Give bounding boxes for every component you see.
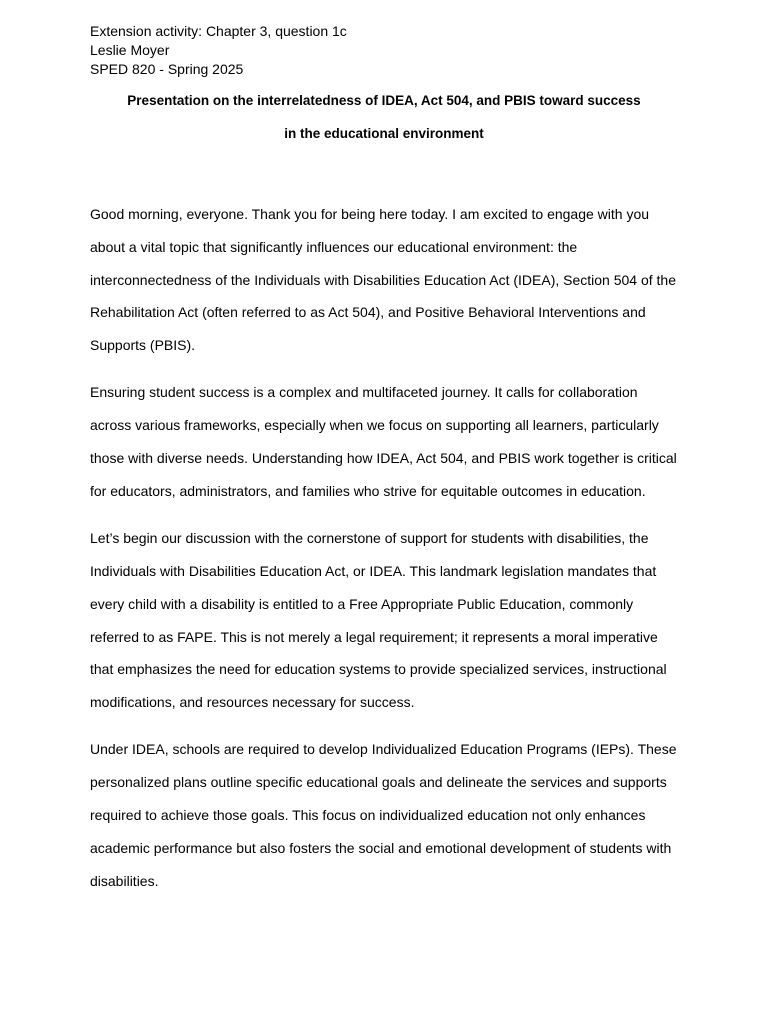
paragraph-4: Under IDEA, schools are required to develop Individualized Education Programs (IEPs). These personalized plans outline specific educational goals and delineate the services and supports required to achieve those goals. This focus on individualized education not only enhances academic performance but also fosters the social and emotional development of students with disabilities.: [90, 741, 677, 889]
course-line: SPED 820 - Spring 2025: [90, 61, 244, 77]
paragraph-3: Let’s begin our discussion with the cornerstone of support for students with disabilities, the Individuals with Disabilities Education Act, or IDEA. This landmark legislation mandates that every child with a disability is entitled to a Free Appropriate Public Education, commonly referred to as FAPE. This is not merely a legal requirement; it represents a moral imperative that emphasizes the need for education systems to provide specialized services, instructional modifications, and resources necessary for success.: [90, 530, 667, 711]
paragraph-2: Ensuring student success is a complex and multifaceted journey. It calls for collaboration across various frameworks, especially when we focus on supporting all learners, particularly those with diverse needs. Understanding how IDEA, Act 504, and PBIS work together is critical for educators, administrators, and families who strive for equitable outcomes in education.: [90, 384, 677, 499]
author-name: Leslie Moyer: [90, 42, 170, 58]
paragraph-1: Good morning, everyone. Thank you for being here today. I am excited to engage with you about a vital topic that significantly influences our educational environment: the interconnectedness of the Individuals with Disabilities Education Act (IDEA), Section 504 of the Rehabilitation Act (often referred to as Act 504), and Positive Behavioral Interventions and Supports (PBIS).: [90, 206, 676, 354]
document-header: [90, 22, 347, 79]
document-title-line-2: in the educational environment: [284, 126, 484, 141]
document-title-line-1: Presentation on the interrelatedness of IDEA, Act 504, and PBIS toward success: [127, 93, 641, 108]
assignment-line: Extension activity: Chapter 3, question 1c: [90, 23, 347, 39]
document-body: [90, 198, 680, 912]
